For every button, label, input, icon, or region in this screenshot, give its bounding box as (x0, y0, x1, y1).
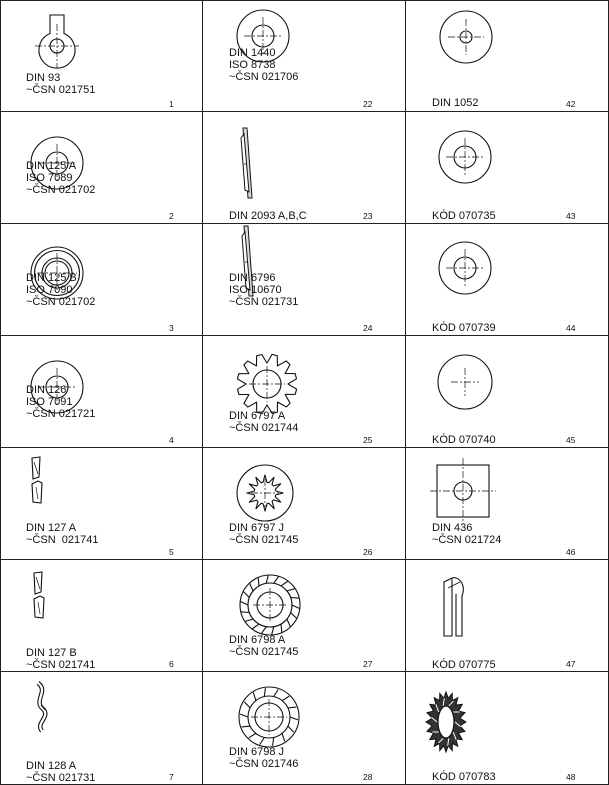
catalog-cell (406, 224, 609, 336)
standard-designation: ISO 7091 (26, 396, 73, 408)
standard-designation: ISO 10670 (229, 284, 282, 296)
standard-designation: ~ČSN 021745 (229, 646, 299, 658)
catalog-cell (203, 336, 406, 448)
standard-designation: KÓD 070740 (432, 434, 496, 446)
item-number: 43 (566, 211, 576, 221)
standard-designation: ISO 7089 (26, 172, 73, 184)
standard-designation: DIN 125 B (26, 272, 77, 284)
standard-designation: ~ČSN 021702 (26, 296, 96, 308)
catalog-cell (0, 448, 203, 560)
standard-designation: ~ČSN 021741 (26, 659, 96, 671)
standard-designation: DIN 125 A (26, 160, 77, 172)
standard-designation: DIN 436 (432, 522, 473, 534)
catalog-cell (406, 560, 609, 672)
standard-designation: ~ČSN 021731 (229, 296, 299, 308)
item-number: 47 (566, 659, 576, 669)
catalog-cell (0, 560, 203, 672)
standard-designation: DIN 128 A (26, 760, 77, 772)
catalog-cell (203, 448, 406, 560)
catalog-cell (406, 672, 609, 785)
disc-spring-side-figure (203, 112, 406, 224)
item-number: 5 (169, 547, 174, 557)
standard-designation: ~ČSN 021751 (26, 84, 96, 96)
standard-designation: ~ČSN 021702 (26, 184, 96, 196)
item-number: 46 (566, 547, 576, 557)
item-number: 26 (363, 547, 373, 557)
standard-designation: ~ČSN 021721 (26, 408, 96, 420)
standard-designation: DIN 6798 A (229, 634, 286, 646)
catalog-cell (203, 0, 406, 112)
standard-designation: KÓD 070735 (432, 210, 496, 222)
wave-spring-side-figure (406, 560, 609, 672)
catalog-cell (406, 0, 609, 112)
flat-washer-figure (406, 112, 609, 224)
item-number: 4 (169, 435, 174, 445)
item-number: 22 (363, 99, 373, 109)
catalog-cell (0, 0, 203, 112)
standard-designation: DIN 6797 J (229, 522, 285, 534)
standard-designation: ISO 7090 (26, 284, 73, 296)
standard-designation: ~ČSN 021741 (26, 534, 99, 546)
item-number: 1 (169, 99, 174, 109)
catalog-cell (0, 672, 203, 785)
catalog-cell (0, 336, 203, 448)
item-number: 44 (566, 323, 576, 333)
plain-disc-figure (406, 336, 609, 448)
item-number: 27 (363, 659, 373, 669)
standard-designation: ~ČSN 021706 (229, 71, 299, 83)
item-number: 3 (169, 323, 174, 333)
catalog-cell (203, 672, 406, 785)
standard-designation: DIN 127 A (26, 522, 77, 534)
standard-designation: ~ČSN 021724 (432, 534, 502, 546)
standard-designation: DIN 1052 (432, 97, 479, 109)
standard-designation: DIN 6796 (229, 272, 276, 284)
item-number: 23 (363, 211, 373, 221)
standard-designation: ~ČSN 021731 (26, 772, 96, 784)
item-number: 42 (566, 99, 576, 109)
standard-designation: DIN 126 (26, 384, 67, 396)
standard-designation: DIN 6797 A (229, 410, 286, 422)
small-hole-washer-figure (406, 0, 609, 112)
toothed-lock-washer-figure (406, 672, 609, 785)
catalog-cell (406, 336, 609, 448)
catalog-cell (203, 112, 406, 224)
item-number: 6 (169, 659, 174, 669)
item-number: 45 (566, 435, 576, 445)
item-number: 24 (363, 323, 373, 333)
catalog-cell (0, 112, 203, 224)
standard-designation: KÓD 070775 (432, 659, 496, 671)
item-number: 25 (363, 435, 373, 445)
standard-designation: DIN 93 (26, 72, 61, 84)
catalog-cell (406, 448, 609, 560)
standard-designation: KÓD 070739 (432, 322, 496, 334)
item-number: 2 (169, 211, 174, 221)
standard-designation: DIN 1440 (229, 47, 276, 59)
standard-designation: ~ČSN 021745 (229, 534, 299, 546)
standard-designation: DIN 127 B (26, 647, 77, 659)
item-number: 28 (363, 772, 373, 782)
item-number: 48 (566, 772, 576, 782)
standard-designation: ISO 8738 (229, 59, 276, 71)
item-number: 7 (169, 772, 174, 782)
standard-designation: DIN 2093 A,B,C (229, 210, 307, 222)
standard-designation: DIN 6798 J (229, 746, 285, 758)
catalog-cell (203, 560, 406, 672)
standard-designation: ~ČSN 021746 (229, 758, 299, 770)
catalog-cell (406, 112, 609, 224)
standard-designation: KÓD 070783 (432, 771, 496, 783)
catalog-cell (0, 224, 203, 336)
catalog-cell (203, 224, 406, 336)
flat-washer-figure (406, 224, 609, 336)
standard-designation: ~ČSN 021744 (229, 422, 299, 434)
